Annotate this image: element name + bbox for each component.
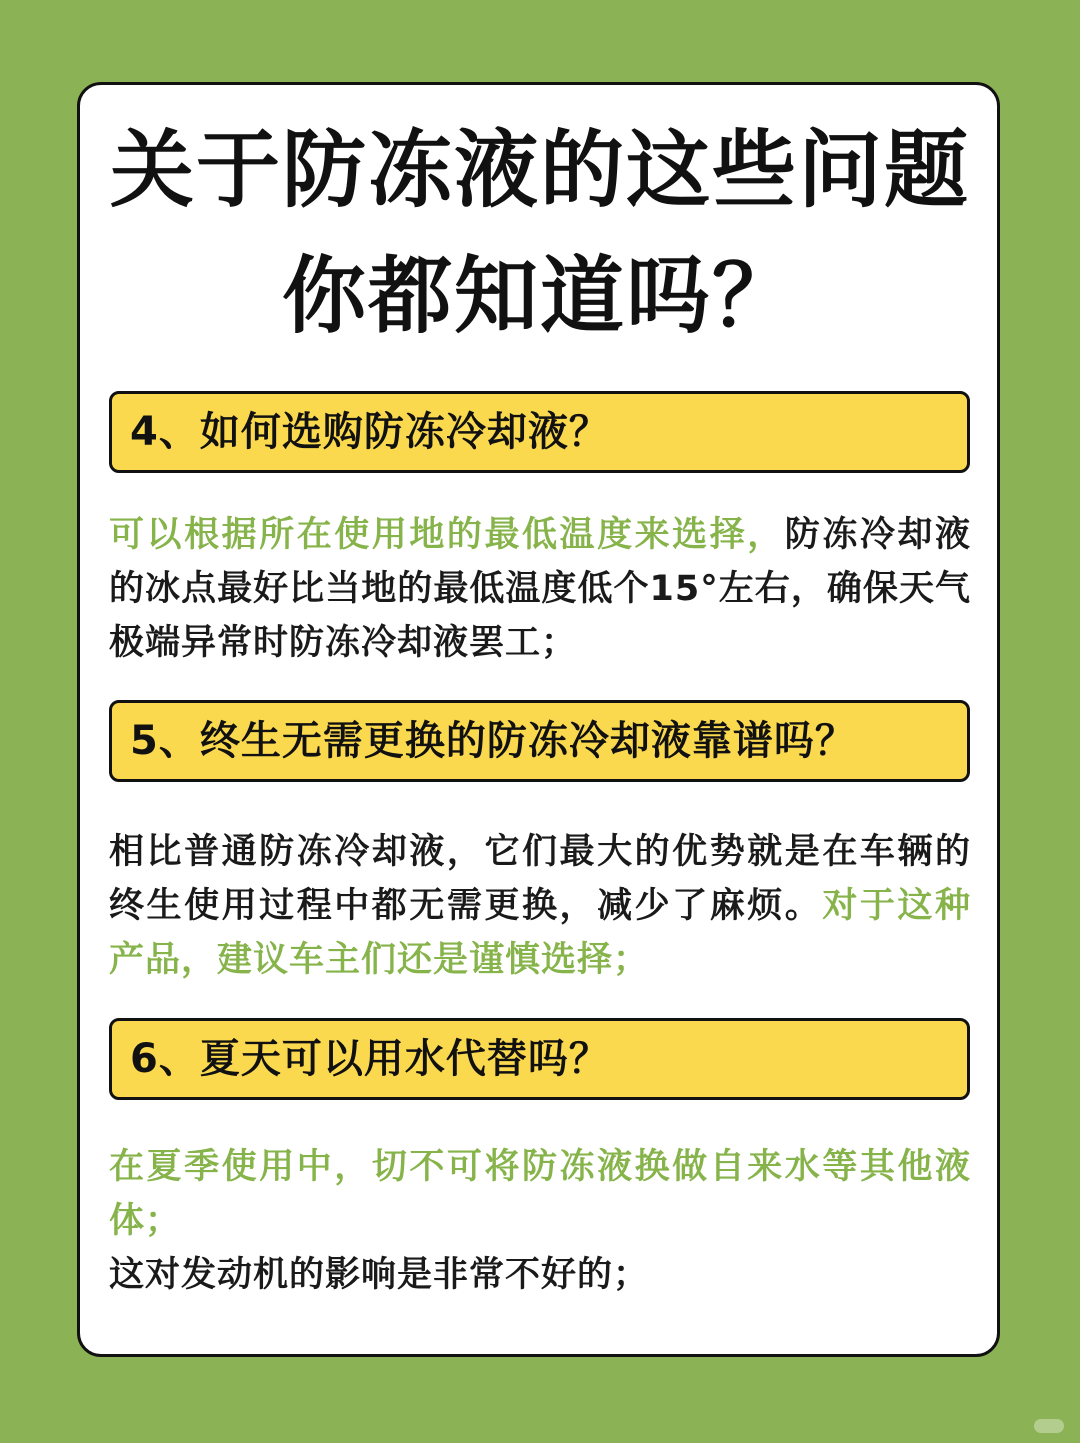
answer-4-body: 防冻冷却液的冰点最好比当地的最低温度低个15°左右，确保天气极端异常时防冻冷却液罢工；: [109, 515, 971, 663]
answer-4-highlight: 可以根据所在使用地的最低温度来选择，: [109, 515, 785, 555]
question-box-5: [109, 700, 970, 782]
answer-6-body: 这对发动机的影响是非常不好的；: [109, 1255, 650, 1295]
question-6-text: 6、夏天可以用水代替吗？: [130, 1036, 610, 1082]
page-title-line-2: 你都知道吗？: [281, 246, 798, 345]
question-box-6: [109, 1018, 970, 1100]
question-box-4: [109, 391, 970, 473]
question-5-text: 5、终生无需更换的防冻冷却液靠谱吗？: [130, 718, 856, 764]
answer-5-body: 相比普通防冻冷却液，它们最大的优势就是在车辆的终生使用过程中都无需更换，减少了麻烦。: [109, 832, 971, 926]
watermark-badge: [1034, 1419, 1064, 1433]
page-title-line-1: 关于防冻液的这些问题: [109, 120, 970, 219]
answer-4-paragraph: [109, 508, 971, 670]
answer-5-paragraph: [109, 825, 971, 987]
answer-6-highlight: 在夏季使用中，切不可将防冻液换做自来水等其他液体；: [109, 1147, 971, 1241]
answer-6-paragraph: [109, 1140, 971, 1302]
question-4-text: 4、如何选购防冻冷却液？: [130, 409, 610, 455]
answer-5-highlight: 对于这种产品，建议车主们还是谨慎选择；: [109, 886, 971, 980]
